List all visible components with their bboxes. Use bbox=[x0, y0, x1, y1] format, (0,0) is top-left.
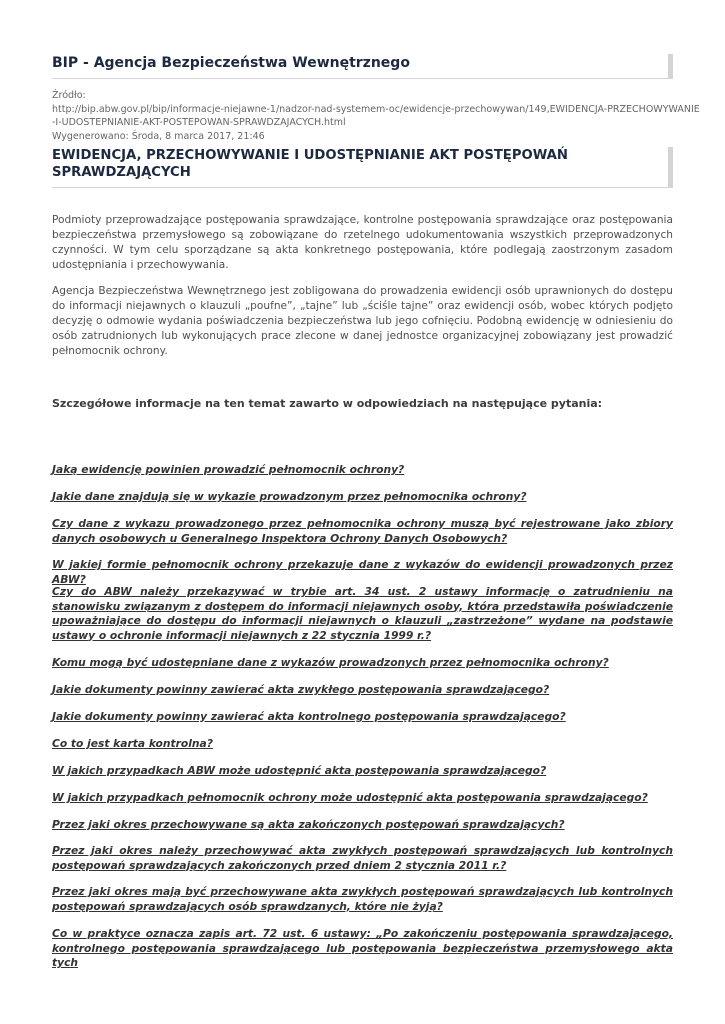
questions-intro: Szczegółowe informacje na ten temat zawarto w odpowiedziach na następujące pytania: bbox=[52, 397, 603, 410]
question-link[interactable]: W jakich przypadkach pełnomocnik ochrony może udostępnić akta postępowania sprawdzającego? bbox=[52, 791, 648, 804]
question-link[interactable]: Jakie dane znajdują się w wykazie prowadzonym przez pełnomocnika ochrony? bbox=[52, 490, 527, 503]
article-header bbox=[52, 147, 673, 188]
site-header bbox=[52, 54, 673, 79]
site-title: BIP - Agencja Bezpieczeństwa Wewnętrznego bbox=[52, 55, 410, 71]
generated-date: Wygenerowano: Środa, 8 marca 2017, 21:46 bbox=[52, 130, 265, 142]
question-link[interactable]: W jakich przypadkach ABW może udostępnić akta postępowania sprawdzającego? bbox=[52, 764, 547, 777]
question-link[interactable]: Jakie dokumenty powinny zawierać akta zwykłego postępowania sprawdzającego? bbox=[52, 683, 550, 696]
question-link[interactable]: Jakie dokumenty powinny zawierać akta kontrolnego postępowania sprawdzającego? bbox=[52, 710, 566, 723]
article-title: EWIDENCJA, PRZECHOWYWANIE I UDOSTĘPNIANIE AKT POSTĘPOWAŃ SPRAWDZAJĄCYCH bbox=[52, 148, 568, 180]
source-label: Źródło: bbox=[52, 90, 86, 101]
paragraph-1: Podmioty przeprowadzające postępowania sprawdzające, kontrolne postępowania sprawdzające oraz postępowania bezpieczeństwa przemysłowego są zobowiązane do rzetelnego udokumentowania wszystkich przeprowadzonych czynności. W tym celu sporządzane są akta konkretnego postępowania, które podlegają zaostrzonym zasadom udostępniania i przechowywania. bbox=[52, 214, 673, 271]
question-link[interactable]: Czy dane z wykazu prowadzonego przez pełnomocnika ochrony muszą być rejestrowane jako zbiory danych osobowych u Generalnego Inspektora Ochrony Danych Osobowych? bbox=[52, 517, 673, 545]
question-link[interactable]: W jakiej formie pełnomocnik ochrony przekazuje dane z wykazów do ewidencji prowadzonych przez ABW? bbox=[52, 558, 673, 586]
source-url-line-1[interactable]: http://bip.abw.gov.pl/bip/informacje-niejawne-1/nadzor-nad-systemem-oc/ewidencje-przechowywan/149,EWIDENCJA-PRZECHOWYWANIE bbox=[52, 103, 700, 115]
paragraph-2: Agencja Bezpieczeństwa Wewnętrznego jest zobligowana do prowadzenia ewidencji osób uprawnionych do dostępu do informacji niejawnych o klauzuli „poufne”, „tajne” lub „ściśle tajne” oraz ewidencji osób, wobec których podjęto decyzję o odmowie wydania poświadczenia bezpieczeństwa lub jego cofnięciu. Podobną ewidencję w odniesieniu do osób zatrudnionych lub wykonujących prace zlecone w danej jednostce organizacyjnej zobowiązany jest prowadzić pełnomocnik ochrony. bbox=[52, 285, 673, 357]
question-link[interactable]: Przez jaki okres mają być przechowywane akta zwykłych postępowań sprawdzających lub kontrolnych postępowań sprawdzających osób sprawdzanych, które nie żyją? bbox=[52, 885, 673, 913]
source-url-line-2[interactable]: -I-UDOSTEPNIANIE-AKT-POSTEPOWAN-SPRAWDZAJACYCH.html bbox=[52, 117, 346, 128]
question-link[interactable]: Co w praktyce oznacza zapis art. 72 ust. 6 ustawy: „Po zakończeniu postępowania sprawdzającego, kontrolnego postępowania sprawdzającego lub postępowania bezpieczeństwa przemysłowego akta tych bbox=[52, 927, 673, 969]
question-link[interactable]: Czy do ABW należy przekazywać w trybie art. 34 ust. 2 ustawy informację o zatrudnieniu na stanowisku związanym z dostępem do informacji niejawnych osoby, która przedstawiła poświadczenie upoważniające do dostępu do informacji niejawnych o klauzuli „zastrzeżone” wydane na podstawie ustawy o ochronie informacji niejawnych z 22 stycznia 1999 r.? bbox=[52, 585, 673, 642]
question-link[interactable]: Jaką ewidencję powinien prowadzić pełnomocnik ochrony? bbox=[52, 463, 405, 476]
question-link[interactable]: Komu mogą być udostępniane dane z wykazów prowadzonych przez pełnomocnika ochrony? bbox=[52, 656, 609, 669]
question-link[interactable]: Przez jaki okres należy przechowywać akta zwykłych postępowań sprawdzających lub kontrolnych postępowań sprawdzających zakończonych przed dniem 2 stycznia 2011 r.? bbox=[52, 844, 673, 872]
question-link[interactable]: Przez jaki okres przechowywane są akta zakończonych postępowań sprawdzających? bbox=[52, 818, 565, 831]
source-meta bbox=[52, 89, 700, 143]
question-link[interactable]: Co to jest karta kontrolna? bbox=[52, 737, 213, 750]
